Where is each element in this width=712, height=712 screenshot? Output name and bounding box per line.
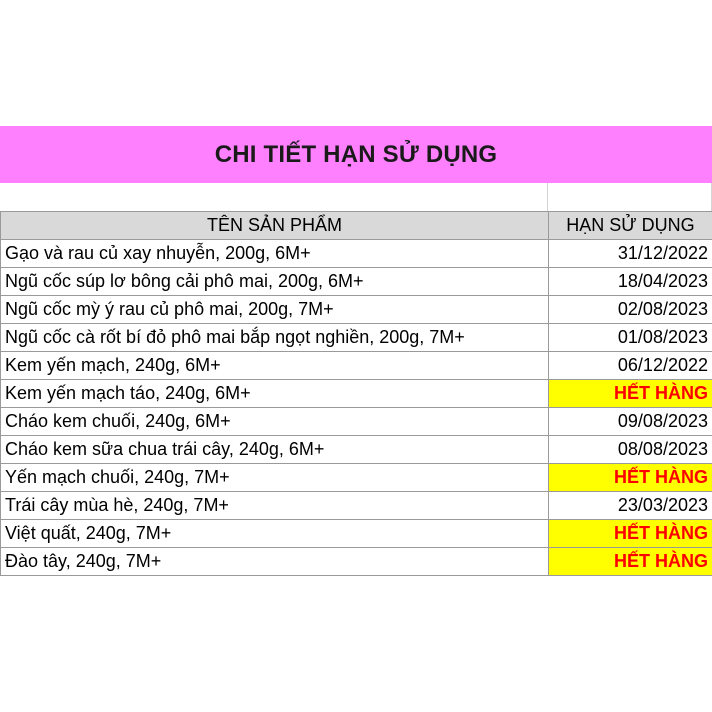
empty-row (0, 183, 712, 211)
product-name-cell[interactable]: Gạo và rau củ xay nhuyễn, 200g, 6M+ (1, 240, 549, 268)
product-name-cell[interactable]: Ngũ cốc mỳ ý rau củ phô mai, 200g, 7M+ (1, 296, 549, 324)
product-name-cell[interactable]: Việt quất, 240g, 7M+ (1, 520, 549, 548)
sheet-title: CHI TIẾT HẠN SỬ DỤNG (0, 126, 712, 183)
product-name-cell[interactable]: Ngũ cốc cà rốt bí đỏ phô mai bắp ngọt nghiền, 200g, 7M+ (1, 324, 549, 352)
out-of-stock-cell[interactable]: HẾT HÀNG (549, 548, 712, 576)
expiry-sheet (0, 126, 712, 576)
expiry-date-cell[interactable]: 18/04/2023 (549, 268, 712, 296)
table-row (1, 296, 712, 324)
expiry-date-cell[interactable]: 02/08/2023 (549, 296, 712, 324)
out-of-stock-cell[interactable]: HẾT HÀNG (549, 380, 712, 408)
expiry-date-cell[interactable]: 06/12/2022 (549, 352, 712, 380)
empty-cell[interactable] (548, 183, 712, 211)
table-row (1, 520, 712, 548)
table-row (1, 324, 712, 352)
expiry-column-header[interactable]: HẠN SỬ DỤNG (549, 212, 712, 240)
product-name-cell[interactable]: Cháo kem chuối, 240g, 6M+ (1, 408, 549, 436)
product-column-header[interactable]: TÊN SẢN PHẨM (1, 212, 549, 240)
table-row (1, 492, 712, 520)
expiry-date-cell[interactable]: 31/12/2022 (549, 240, 712, 268)
product-name-cell[interactable]: Yến mạch chuối, 240g, 7M+ (1, 464, 549, 492)
product-name-cell[interactable]: Kem yến mạch táo, 240g, 6M+ (1, 380, 549, 408)
table-row (1, 548, 712, 576)
product-name-cell[interactable]: Trái cây mùa hè, 240g, 7M+ (1, 492, 549, 520)
expiry-date-cell[interactable]: 09/08/2023 (549, 408, 712, 436)
table-row (1, 268, 712, 296)
out-of-stock-cell[interactable]: HẾT HÀNG (549, 464, 712, 492)
expiry-date-cell[interactable]: 08/08/2023 (549, 436, 712, 464)
table-row (1, 380, 712, 408)
product-name-cell[interactable]: Kem yến mạch, 240g, 6M+ (1, 352, 549, 380)
table-body (1, 240, 712, 576)
expiry-date-cell[interactable]: 01/08/2023 (549, 324, 712, 352)
product-name-cell[interactable]: Cháo kem sữa chua trái cây, 240g, 6M+ (1, 436, 549, 464)
table-row (1, 464, 712, 492)
table-header-row (1, 212, 712, 240)
table-row (1, 240, 712, 268)
expiry-date-cell[interactable]: 23/03/2023 (549, 492, 712, 520)
table-row (1, 408, 712, 436)
expiry-table (0, 211, 712, 576)
product-name-cell[interactable]: Đào tây, 240g, 7M+ (1, 548, 549, 576)
out-of-stock-cell[interactable]: HẾT HÀNG (549, 520, 712, 548)
empty-cell[interactable] (0, 183, 548, 211)
table-row (1, 352, 712, 380)
product-name-cell[interactable]: Ngũ cốc súp lơ bông cải phô mai, 200g, 6M+ (1, 268, 549, 296)
table-row (1, 436, 712, 464)
